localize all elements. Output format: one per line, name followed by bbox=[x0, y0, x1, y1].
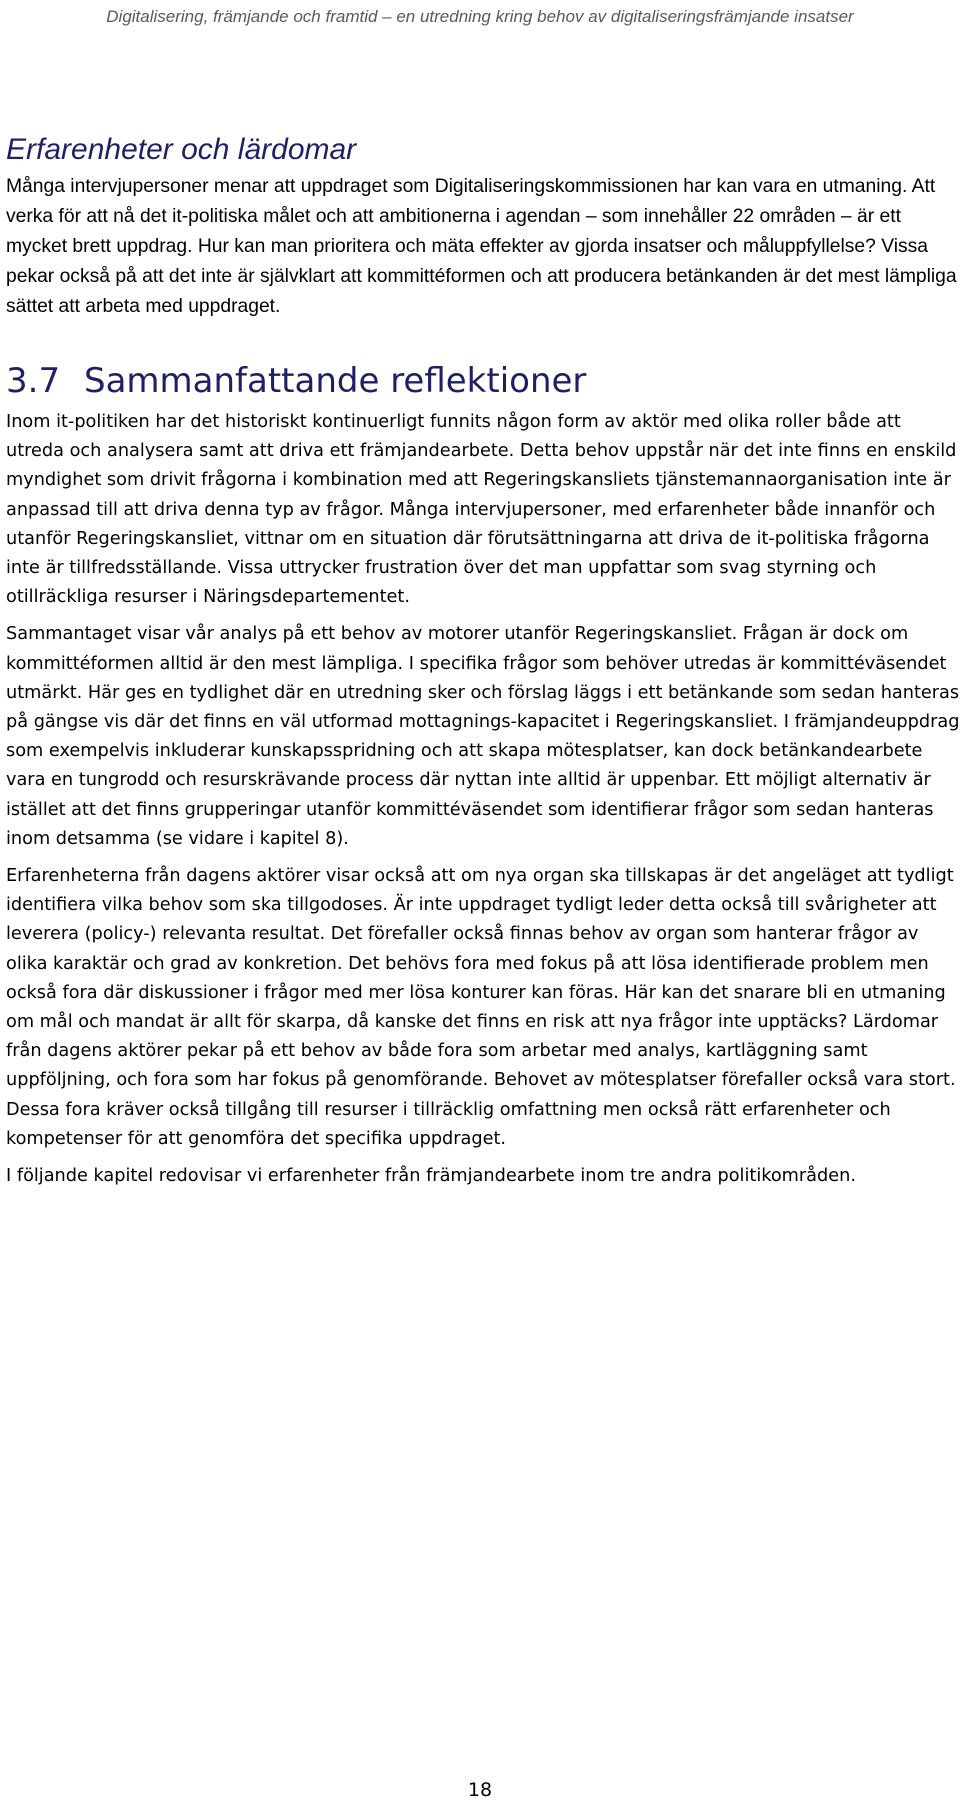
section-number: 3.7 bbox=[6, 361, 61, 401]
body-paragraph: Inom it-politiken har det historiskt kontinuerligt funnits någon form av aktör med olika roller både att utreda och analysera samt att driva ett främjandearbete. Detta behov uppstår när det inte finns en enskild myndighet som drivit frågorna i kombination med att Regeringskansliets tjänstemannaorganisation inte är anpassad till att driva denna typ av frågor. Många intervjupersoner, med erfarenheter både innanför och utanför Regeringskansliet, vittnar om en situation där förutsättningarna att driva de it-politiska frågorna inte är tillfredsställande. Vissa uttrycker frustration över det man uppfattar som svag styrning och otillräckliga resurser i Näringsdepartementet. bbox=[6, 412, 957, 608]
section-title: Sammanfattande reflektioner bbox=[84, 361, 587, 401]
subsection-paragraph: Många intervjupersoner menar att uppdraget som Digitaliseringskommissionen har kan vara en utmaning. Att verka för att nå det it-politiska målet och att ambitionerna i agendan – som innehåller 22 områden – är ett mycket brett uppdrag. Hur kan man prioritera och mäta effekter av gjorda insatser och måluppfyllelse? Vissa pekar också på att det inte är självklart att kommittéformen och att producera betänkanden är det mest lämpliga sättet att arbeta med uppdraget. bbox=[6, 176, 957, 317]
page-number: 18 bbox=[467, 1779, 493, 1801]
body-paragraph: Erfarenheterna från dagens aktörer visar också att om nya organ ska tillskapas är det angeläget att tydligt identifiera vilka behov som ska tillgodoses. Är inte uppdraget tydligt leder detta också till svårigheter att leverera (policy-) relevanta resultat. Det förefaller också finnas behov av organ som hanterar frågor av olika karaktär och grad av konkretion. Det behövs fora med fokus på att lösa identifierade problem men också fora där diskussioner i frågor med mer lösa konturer kan föras. Här kan det snarare bli en utmaning om mål och mandat är allt för skarpa, då kanske det finns en risk att nya frågor inte upptäcks? Lärdomar från dagens aktörer pekar på ett behov av både fora som arbetar med analys, kartläggning samt uppföljning, och fora som har fokus på genomförande. Behovet av mötesplatser förefaller också vara stort. Dessa fora kräver också tillgång till resurser i tillräcklig omfattning men också rätt erfarenheter och kompetenser för att genomföra det specifika uppdraget. bbox=[6, 866, 956, 1149]
section-heading bbox=[6, 360, 960, 402]
body-paragraph: Sammantaget visar vår analys på ett behov av motorer utanför Regeringskansliet. Frågan är dock om kommittéformen alltid är den mest lämpliga. I specifika frågor som behöver utredas är kommittéväsendet utmärkt. Här ges en tydlighet där en utredning sker och förslag läggs i ett betänkande som sedan hanteras på gängse vis där det finns en väl utformad mottagnings-kapacitet i Regeringskansliet. I främjandeuppdrag som exempelvis inkluderar kunskapsspridning och att skapa mötesplatser, kan dock betänkandearbete vara en tungrodd och resurskrävande process där nyttan inte alltid är uppenbar. Ett möjligt alternativ är istället att det finns grupperingar utanför kommittéväsendet som identifierar frågor som sedan hanteras inom detsamma (se vidare i kapitel 8). bbox=[6, 624, 960, 849]
subsection-heading: Erfarenheter och lärdomar bbox=[6, 133, 357, 166]
page-content bbox=[6, 132, 960, 1199]
running-header: Digitalisering, främjande och framtid – en utredning kring behov av digitaliseringsfrämjande insatser bbox=[106, 7, 854, 26]
body-paragraph: I följande kapitel redovisar vi erfarenheter från främjandearbete inom tre andra politikområden. bbox=[6, 1166, 856, 1187]
